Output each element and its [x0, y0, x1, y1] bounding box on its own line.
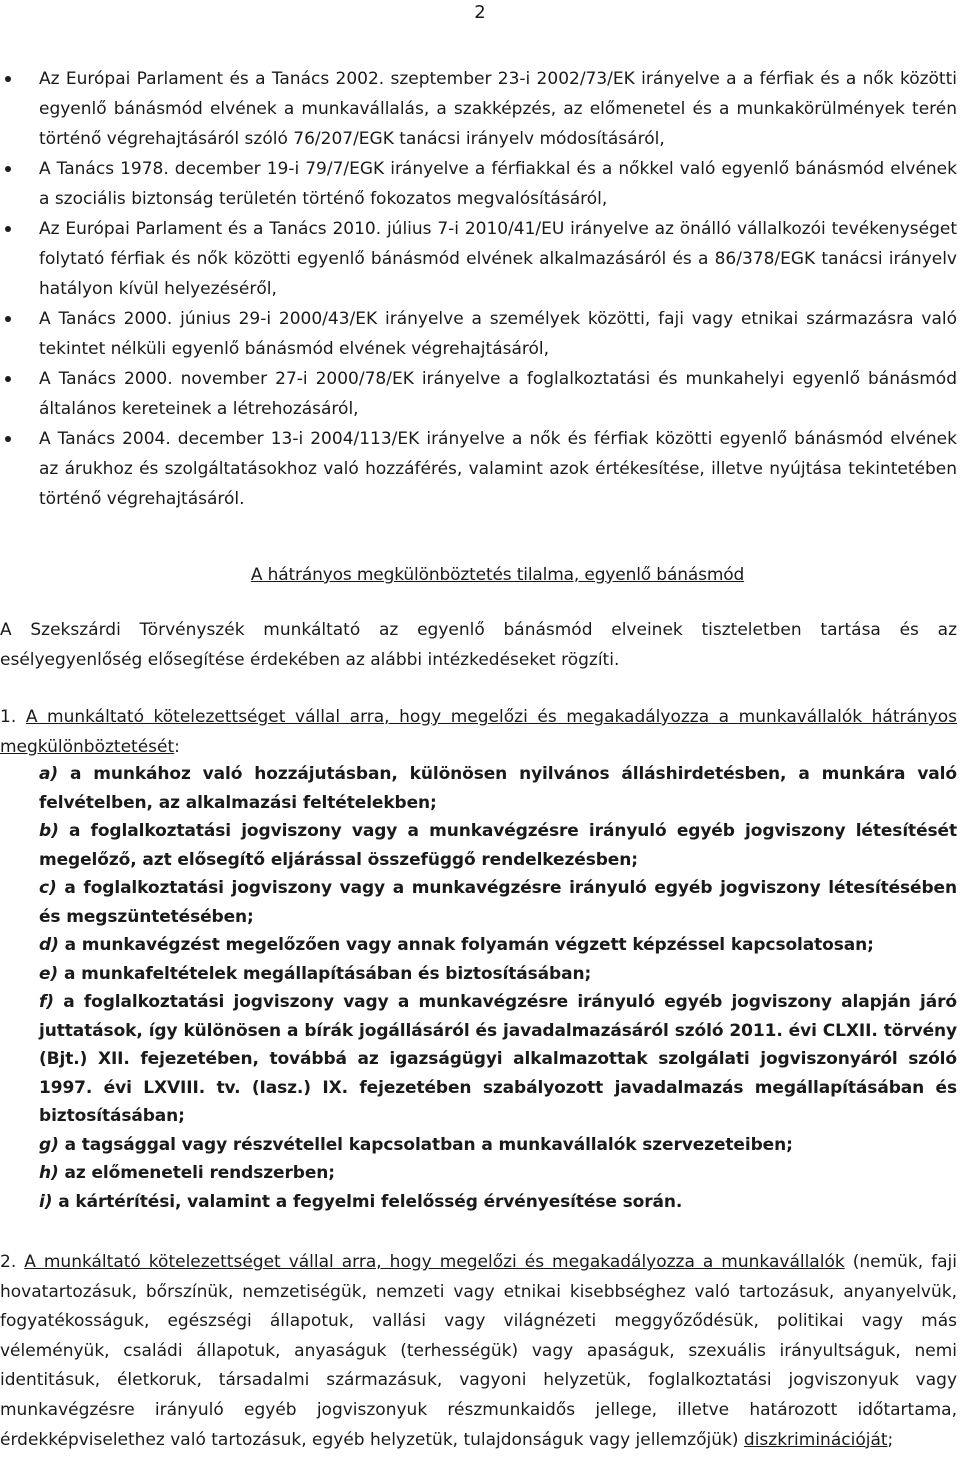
item-text: a foglalkoztatási jogviszony vagy a munkavégzésre irányuló egyéb jogviszony létesítését megelőző, azt elősegítő eljárással összefüggő rendelkezésben; — [39, 821, 957, 870]
list-item — [0, 304, 957, 364]
bullet-icon — [5, 316, 11, 322]
list-item — [0, 364, 957, 424]
bullet-icon — [5, 166, 11, 172]
item-text: a foglalkoztatási jogviszony vagy a munkavégzésre irányuló egyéb jogviszony létesítésében és megszüntetésében; — [39, 878, 957, 927]
list-item — [0, 424, 957, 514]
paragraph-body: (nemük, faji hovatartozásuk, bőrszínük, nemzetiségük, nemzeti vagy etnikai kisebbséghez való tartozásuk, anyanyelvük, fogyatékosságuk, egészségi állapotuk, vallási vagy világnézeti meggyőződésük, politikai vagy más véleményük, családi állapotuk, anyaságuk (terhességük) vagy apaságuk, szexuális irányultságuk, nemi identitásuk, életkoruk, társadalmi származásuk, vagyoni helyzetük, foglalkoztatási jogviszonyuk vagy munkavégzésre irányuló egyéb jogviszonyuk részmunkaidős jellege, illetve határozott időtartama, érdekképviselethez való tartozásuk, egyéb helyzetük, tulajdonságuk vagy jellemzőjük) — [0, 1252, 957, 1450]
directive-list — [0, 64, 957, 514]
item-marker: b) — [39, 821, 59, 841]
paragraph-2 — [0, 1248, 957, 1455]
list-item — [39, 1159, 957, 1188]
page-number: 2 — [474, 2, 486, 23]
intro-paragraph: A Szekszárdi Törvényszék munkáltató az egyenlő bánásmód elveinek tiszteletben tartása és az esélyegyenlőség elősegítése érdekében az alábbi intézkedéseket rögzíti. — [0, 620, 957, 670]
list-item — [39, 1188, 957, 1217]
list-item — [39, 1131, 957, 1160]
paragraph-number: 2. — [0, 1252, 17, 1272]
item-marker: f) — [39, 992, 54, 1012]
item-marker: d) — [39, 935, 59, 955]
list-item-text: A Tanács 2004. december 13-i 2004/113/EK irányelve a nők és férfiak közötti egyenlő bánásmód elvének az árukhoz és szolgáltatásokhoz való hozzáférés, valamint azok értékesítése, illetve nyújtása tekintetében történő végrehajtásáról. — [39, 429, 957, 509]
item-text: a munkavégzést megelőzően vagy annak folyamán végzett képzéssel kapcsolatosan; — [64, 935, 874, 955]
bullet-icon — [5, 436, 11, 442]
list-item-text: A Tanács 1978. december 19-i 79/7/EGK irányelve a férfiakkal és a nőkkel való egyenlő bánásmód elvének a szociális biztonság területén történő fokozatos megvalósításáról, — [39, 159, 957, 209]
list-item — [39, 931, 957, 960]
obligation-list — [39, 760, 957, 1216]
list-item-text: Az Európai Parlament és a Tanács 2010. július 7-i 2010/41/EU irányelve az önálló vállalkozói tevékenységet folytató férfiak és nők közötti egyenlő bánásmód elvének alkalmazásáról és a 86/378/EGK tanácsi irányelv hatályon kívül helyezéséről, — [39, 219, 957, 299]
list-item — [39, 817, 957, 874]
bullet-icon — [5, 376, 11, 382]
list-item — [0, 214, 957, 304]
list-item — [0, 64, 957, 154]
list-item-text: A Tanács 2000. november 27-i 2000/78/EK irányelve a foglalkoztatási és munkahelyi egyenlő bánásmód általános kereteinek a létrehozásáról, — [39, 369, 957, 419]
item-marker: a) — [39, 764, 59, 784]
bullet-icon — [5, 76, 11, 82]
item-marker: h) — [39, 1163, 59, 1183]
paragraph-underlined-text: A munkáltató kötelezettséget vállal arra, hogy megelőzi és megakadályozza a munkavállalók hátrányos megkülönböztetését — [0, 707, 957, 757]
item-text: a kártérítési, valamint a fegyelmi felelősség érvényesítése során. — [58, 1191, 683, 1212]
item-text: a tagsággal vagy részvétellel kapcsolatban a munkavállalók szervezeteiben; — [64, 1134, 793, 1155]
paragraph-underlined-end: diszkriminációját — [743, 1429, 888, 1450]
paragraph-tail: ; — [887, 1429, 894, 1450]
list-item-text: A Tanács 2000. június 29-i 2000/43/EK irányelve a személyek közötti, faji vagy etnikai származásra való tekintet nélküli egyenlő bánásmód elvének végrehajtásáról, — [39, 309, 957, 359]
list-item — [39, 874, 957, 931]
list-item — [39, 760, 957, 817]
paragraph-tail: : — [174, 737, 180, 757]
item-text: a foglalkoztatási jogviszony vagy a munkavégzésre irányuló egyéb jogviszony alapján járó juttatások, így különösen a bírák jogállásáról és javadalmazásáról szóló 2011. évi CLXII. törvény (Bjt.) XII. fejezetében, továbbá az igazságügyi alkalmazottak szolgálati jogviszonyáról szóló 1997. évi LXVIII. tv. (Iasz.) IX. fejezetében szabályozott javadalmazás megállapításában és biztosításában; — [39, 992, 957, 1126]
bullet-icon — [5, 226, 11, 232]
item-marker: g) — [39, 1134, 59, 1155]
item-text: az előmeneteli rendszerben; — [64, 1163, 335, 1183]
section-title: A hátrányos megkülönböztetés tilalma, egyenlő bánásmód — [250, 565, 745, 585]
list-item-text: Az Európai Parlament és a Tanács 2002. szeptember 23-i 2002/73/EK irányelve a a férfiak és a nők közötti egyenlő bánásmód elvének a munkavállalás, a szakképzés, az előmenetel és a munkakörülmények terén történő végrehajtásáról szóló 76/207/EGK tanácsi irányelv módosításáról, — [39, 69, 957, 149]
list-item — [39, 988, 957, 1131]
list-item — [0, 154, 957, 214]
item-text: a munkafeltételek megállapításában és biztosításában; — [63, 963, 592, 984]
item-text: a munkához való hozzájutásban, különösen nyilvános álláshirdetésben, a munkára való felvételben, az alkalmazási feltételekben; — [39, 764, 957, 813]
paragraph-underlined-text: A munkáltató kötelezettséget vállal arra, hogy megelőzi és megakadályozza a munkavállalók — [24, 1252, 845, 1272]
list-item — [39, 960, 957, 989]
item-marker: c) — [39, 878, 57, 898]
paragraph-1 — [0, 702, 957, 762]
item-marker: e) — [39, 963, 59, 984]
paragraph-number: 1. — [0, 707, 17, 727]
item-marker: i) — [39, 1191, 53, 1212]
